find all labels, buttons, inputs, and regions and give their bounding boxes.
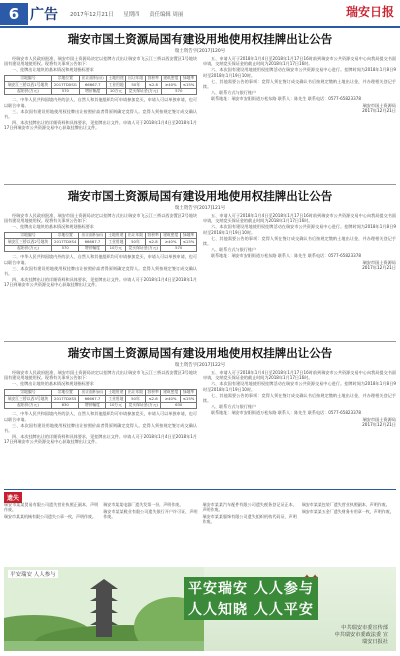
notice-number: 瑞土资告字[2017]120号 [174, 49, 226, 54]
page-header [0, 0, 400, 28]
banner-slogan-1: 平安瑞安 人人参与 [184, 577, 318, 599]
notice-title: 瑞安市国土资源局国有建设用地使用权挂牌出让公告 [67, 346, 333, 360]
newspaper-logo: 瑞安日报 [345, 5, 394, 19]
notice-column-left: 经瑞安市人民政府批准，瑞安市国土资源局决定以挂牌方式出让瑞安市飞云江三桥以西安置区3号地块国有建设用地使用权。现将有关事项公告如下： 一、挂牌出让地块的基本情况和规划指标要求 宗地编号 宗地位置 出让面积(㎡) 土地用途 出让年限 容积率 建筑密度 绿地率 瑞安江三桥以西3号地块 2017TDXS5 66667.7 工业用地 50年 ≤2.8 ≥40% ≤15% 起始价(万元) 630 增价幅度 10万元 竞买保证金(万元) 630 二、中华人民共和国境内外的法人、自然人和其他组织均可申请参加竞买，申请人可以单独申请，也可以联合申请。 三、本次国有建设用地使用权挂牌出让按照价高者得原则确定竞得人。竞得人须按规定签订成交确认书。 四、本次挂牌出让的详细资料和具体要求，见挂牌出让文件。申请人可于2018年1月4日至2018年1月17日到瑞安市公共资源交易中心获取挂牌出让文件。 [4, 370, 197, 445]
list-item: 瑞安市某某服饰有限公司遗失组织机构代码证，声明作废。 [202, 513, 297, 524]
notice-signature: 瑞安市国土资源局 2017年12月21日 [362, 102, 396, 114]
header-divider [0, 26, 400, 28]
land-table: 宗地编号 宗地位置 出让面积(㎡) 土地用途 出让年限 容积率 建筑密度 绿地率 瑞安江三桥以西3号地块 2017TDXS5 66667.7 工业用地 50年 ≤2.8 ≥40% ≤15% 起始价(万元) 630 增价幅度 10万元 竞买保证金(万元) 630 [4, 389, 197, 410]
header-meta [70, 10, 191, 18]
classified-column [4, 502, 98, 525]
notice-column-right: 五、申请人可于2018年1月4日至2018年1月17日16时前到瑞安市公共资源交易中心向我局提交书面申请，交纳竞买保证金的截止时间为2018年1月17日16时。 六、本次国有建设用地使用权挂牌活动在瑞安市公共资源交易中心进行。挂牌时间为2018年1月8日9时至2018年1月19日10时。 七、其他需要公告的事项：竞得人须在签订成交确认书后按规定缴纳土地出让金，并办理相关登记手续。 八、联系方式与银行账户 联系地址：瑞安市安阳街道万松东路 联系人：陈先生 联系电话：0577-65823378 瑞安市国土资源局 2017年12月21日 [203, 56, 396, 114]
notice-2 [4, 188, 396, 338]
notice-1 [4, 31, 396, 181]
section-divider [4, 184, 396, 185]
notice-title: 瑞安市国土资源局国有建设用地使用权挂牌出让公告 [67, 32, 333, 46]
list-item: 瑞安市某某五金厂遗失财务专用章一枚，声明作废。 [301, 508, 394, 514]
pagoda-scene-image [4, 567, 204, 651]
list-item: 瑞安市某某包装厂遗失营业执照副本，声明作废。 [301, 502, 390, 507]
public-service-banner [4, 567, 396, 651]
list-item: 瑞安市某某鞋业有限公司遗失银行开户许可证，声明作废。 [103, 508, 198, 519]
notice-column-left: 经瑞安市人民政府批准，瑞安市国土资源局决定以挂牌方式出让瑞安市飞云江三桥以西安置区1号地块国有建设用地使用权。现将有关事项公告如下： 一、挂牌出让地块的基本情况和规划指标要求 宗地编号 宗地位置 出让面积(㎡) 土地用途 出让年限 容积率 建筑密度 绿地率 瑞安江三桥以西1号地块 2017TDXSG 66667.7 工业用地 50年 ≤2.8 ≥40% ≤15% 起始价(万元) 570 增价幅度 10万元 竞买保证金(万元) 570 二、中华人民共和国境内外的法人、自然人和其他组织均可申请参加竞买，申请人可以单独申请，也可以联合申请。 三、本次国有建设用地使用权挂牌出让按照价高者得原则确定竞得人。竞得人须按规定签订成交确认书。 四、本次挂牌出让的详细资料和具体要求，见挂牌出让文件。申请人可于2018年1月4日至2018年1月17日到瑞安市公共资源交易中心获取挂牌出让文件。 [4, 56, 197, 131]
notice-column-right: 五、申请人可于2018年1月4日至2018年1月17日16时前到瑞安市公共资源交易中心向我局提交书面申请，交纳竞买保证金的截止时间为2018年1月17日16时。 六、本次国有建设用地使用权挂牌活动在瑞安市公共资源交易中心进行。挂牌时间为2018年1月8日9时至2018年1月19日10时。 七、其他需要公告的事项：竞得人须在签订成交确认书后按规定缴纳土地出让金，并办理相关登记手续。 八、联系方式与银行账户 联系地址：瑞安市安阳街道万松东路 联系人：陈先生 联系电话：0577-65823378 瑞安市国土资源局 2017年12月21日 [203, 213, 396, 271]
banner-credits: 中共瑞安市委宣传部 中共瑞安市委政法委 宣 瑞安日报社 [334, 625, 388, 645]
issue-date: 2017年12月21日 [70, 12, 114, 18]
notice-signature: 瑞安市国土资源局 2017年12月21日 [362, 416, 396, 428]
notice-column-right: 五、申请人可于2018年1月4日至2018年1月17日16时前到瑞安市公共资源交易中心向我局提交书面申请，交纳竞买保证金的截止时间为2018年1月17日16时。 六、本次国有建设用地使用权挂牌活动在瑞安市公共资源交易中心进行。挂牌时间为2018年1月8日9时至2018年1月19日10时。 七、其他需要公告的事项：竞得人须在签订成交确认书后按规定缴纳土地出让金，并办理相关登记手续。 八、联系方式与银行账户 联系地址：瑞安市安阳街道万松东路 联系人：陈先生 联系电话：0577-65823378 瑞安市国土资源局 2017年12月21日 [203, 370, 396, 428]
list-item: 瑞安市某某汽车配件有限公司遗失税务登记证正本，声明作废。 [202, 502, 297, 512]
list-item: 瑞安市某某贸易有限公司遗失营业执照正副本，声明作废。 [4, 502, 99, 512]
classified-heading: 遗失 [4, 492, 22, 503]
issue-weekday: 星期四 [123, 12, 140, 18]
notice-signature: 瑞安市国土资源局 2017年12月21日 [362, 259, 396, 271]
land-table: 宗地编号 宗地位置 出让面积(㎡) 土地用途 出让年限 容积率 建筑密度 绿地率 瑞安江三桥以西1号地块 2017TDXSG 66667.7 工业用地 50年 ≤2.8 ≥40% ≤15% 起始价(万元) 570 增价幅度 10万元 竞买保证金(万元) 570 [4, 75, 197, 96]
notice-column-left: 经瑞安市人民政府批准，瑞安市国土资源局决定以挂牌方式出让瑞安市飞云江三桥以西安置区2号地块国有建设用地使用权。现将有关事项公告如下： 一、挂牌出让地块的基本情况和规划指标要求 宗地编号 宗地位置 出让面积(㎡) 土地用途 出让年限 容积率 建筑密度 绿地率 瑞安江三桥以西2号地块 2017TDXS4 66667.7 工业用地 50年 ≤2.8 ≥40% ≤15% 起始价(万元) 570 增价幅度 10万元 竞买保证金(万元) 570 二、中华人民共和国境内外的法人、自然人和其他组织均可申请参加竞买，申请人可以单独申请，也可以联合申请。 三、本次国有建设用地使用权挂牌出让按照价高者得原则确定竞得人。竞得人须按规定签订成交确认书。 四、本次挂牌出让的详细资料和具体要求，见挂牌出让文件。申请人可于2018年1月4日至2018年1月17日到瑞安市公共资源交易中心获取挂牌出让文件。 [4, 213, 197, 288]
classified-ads [4, 489, 396, 549]
issue-editor: 责任编辑 周丽 [149, 12, 184, 18]
classified-column [203, 502, 297, 525]
banner-slogan-2: 人人知晓 人人平安 [184, 598, 318, 620]
classified-column [103, 502, 197, 525]
list-item: 瑞安市某某机械有限公司遗失公章一枚，声明作废。 [4, 513, 96, 519]
section-title: 广告 [30, 7, 58, 23]
notice-3 [4, 345, 396, 485]
classified-column [302, 502, 396, 525]
banner-label: 平安瑞安 人人参与 [10, 572, 56, 578]
notice-title: 瑞安市国土资源局国有建设用地使用权挂牌出让公告 [67, 189, 333, 203]
notice-number: 瑞土资告字[2017]121号 [174, 206, 226, 211]
section-divider [4, 341, 396, 342]
list-item: 瑞安市某某电器厂遗失发票一份，声明作废。 [103, 502, 184, 507]
land-table: 宗地编号 宗地位置 出让面积(㎡) 土地用途 出让年限 容积率 建筑密度 绿地率 瑞安江三桥以西2号地块 2017TDXS4 66667.7 工业用地 50年 ≤2.8 ≥40% ≤15% 起始价(万元) 570 增价幅度 10万元 竞买保证金(万元) 570 [4, 232, 197, 253]
notice-number: 瑞土资告字[2017]122号 [174, 363, 226, 368]
page-number: 6 [0, 3, 28, 25]
